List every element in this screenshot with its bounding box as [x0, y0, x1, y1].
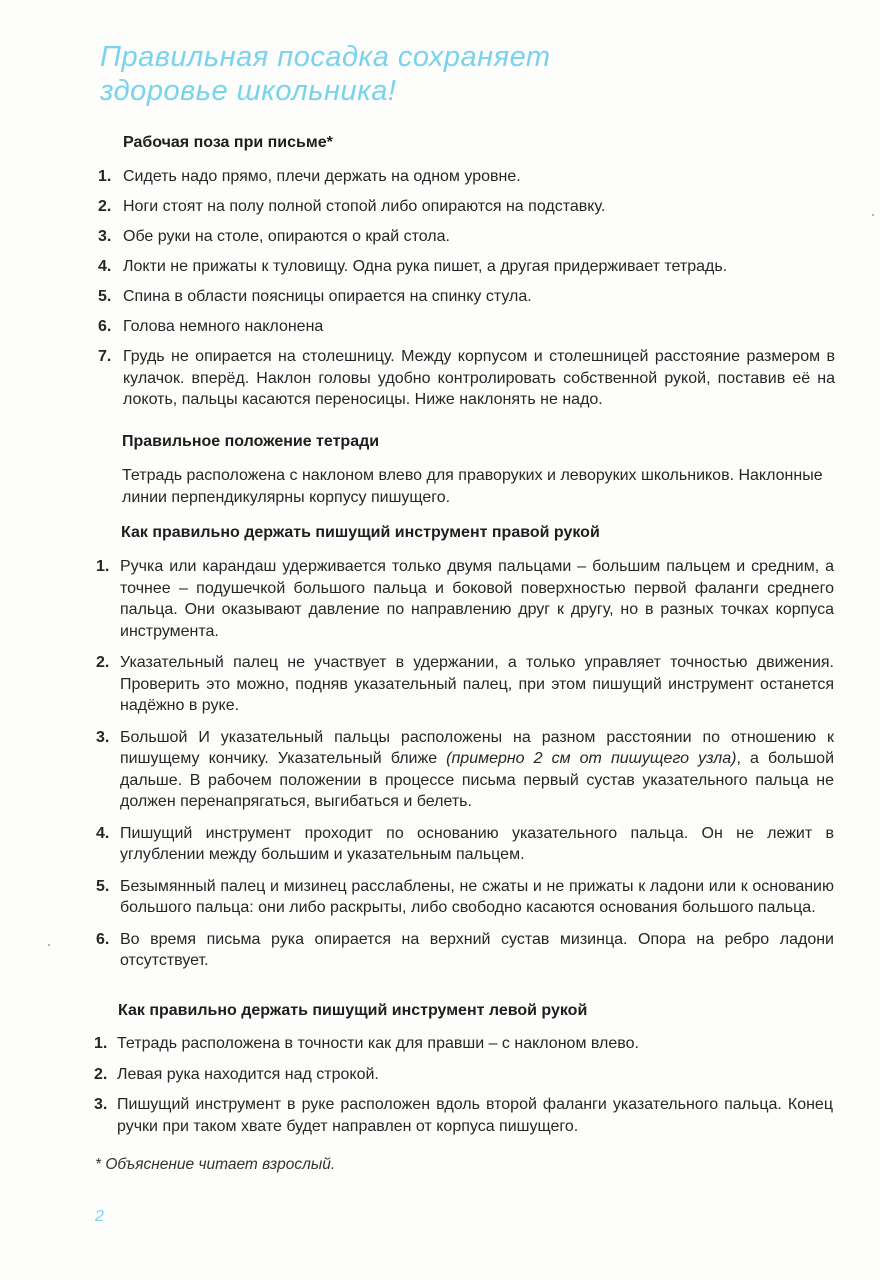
list-item [96, 876, 834, 919]
page-title [100, 40, 720, 108]
list-text: Обе руки на столе, опираются о край стола. [123, 228, 450, 245]
list-text: Грудь не опирается на столешницу. Между корпусом и столешницей расстояние размером в кулачок. вперёд. Наклон головы удобно контролировать собственной рукой, поставив её на локоть, пальцы касаются переносицы. Ниже наклонять не надо. [123, 348, 835, 408]
list-number: 1. [94, 1035, 108, 1052]
list-item [98, 256, 835, 278]
list-text: Во время письма рука опирается на верхний сустав мизинца. Опора на ребро ладони отсутствует. [120, 930, 834, 969]
section-heading-posture: Рабочая поза при письме* [123, 134, 333, 151]
list-item [98, 226, 835, 248]
list-item [96, 727, 835, 813]
list-item [96, 652, 834, 717]
list-text-italic: (примерно 2 см от пишущего узла) [446, 750, 737, 767]
list-number: 5. [98, 288, 112, 305]
list-item [94, 1064, 833, 1086]
list-item [98, 286, 835, 308]
list-text: Спина в области поясницы опирается на спинку стула. [123, 288, 532, 305]
list-item [98, 166, 835, 188]
page-number: 2 [95, 1208, 104, 1225]
list-number: 1. [96, 558, 110, 575]
section-heading-right-hand: Как правильно держать пишущий инструмент правой рукой [121, 524, 600, 541]
list-text: Тетрадь расположена в точности как для правши – с наклоном влево. [117, 1035, 639, 1052]
list-text: Большой И указательный пальцы расположены на разном расстоянии по отношению к пишущему кончику. Указательный ближе [120, 728, 834, 767]
list-item [96, 556, 834, 642]
list-number: 6. [96, 930, 110, 948]
list-text: Указательный палец не участвует в удержании, а только управляет точностью движения. Проверить это можно, подняв указательный палец, при этом пишущий инструмент останется надёжно в руке. [120, 654, 834, 714]
list-item [98, 346, 835, 411]
section-heading-notebook: Правильное положение тетради [122, 433, 380, 450]
scan-speck [872, 214, 874, 216]
list-number: 2. [96, 654, 110, 671]
list-number: 4. [98, 258, 112, 275]
list-text: Пишущий инструмент проходит по основанию указательного пальца. Он не лежит в углублении между большим и указательным пальцем. [120, 824, 834, 863]
section-heading-left-hand: Как правильно держать пишущий инструмент левой рукой [118, 1002, 588, 1019]
footnote: * Объяснение читает взрослый. [95, 1156, 336, 1173]
list-text: Пишущий инструмент в руке расположен вдоль второй фаланги указательного пальца. Конец ручки при таком хвате будет направлен от корпуса пишущего. [117, 1096, 833, 1135]
list-item [94, 1094, 833, 1137]
list-text: Левая рука находится над строкой. [117, 1065, 379, 1083]
list-number: 6. [98, 318, 112, 335]
list-text: , а большой дальше. В рабочем положении в процессе письма первый сустав указательного пальца не должен перенапрягаться, выгибаться и белеть. [120, 750, 835, 810]
right-hand-list [96, 556, 835, 972]
left-hand-list [94, 1033, 833, 1137]
list-item [98, 196, 835, 218]
notebook-paragraph: Тетрадь расположена с наклоном влево для праворуких и леворуких школьников. Наклонные линии перпендикулярны корпусу пишущего. [122, 467, 823, 506]
list-number: 3. [98, 228, 112, 245]
page-title-line-1: Правильная посадка сохраняет [100, 41, 551, 73]
list-number: 3. [96, 728, 110, 746]
list-number: 5. [96, 877, 110, 895]
list-number: 2. [98, 198, 112, 215]
list-number: 3. [94, 1096, 108, 1113]
list-number: 7. [98, 348, 112, 365]
list-text: Ноги стоят на полу полной стопой либо опираются на подставку. [123, 198, 606, 215]
list-text: Локти не прижаты к туловищу. Одна рука пишет, а другая придерживает тетрадь. [123, 258, 728, 275]
list-text: Ручка или карандаш удерживается только двумя пальцами – большим пальцем и средним, а точнее – подушечкой большого пальца и боковой поверхностью первой фаланги среднего пальца. Они оказывают давление по направлению друг к другу, но в разных точках корпуса инструмента. [120, 558, 834, 640]
posture-list [98, 166, 835, 411]
list-text: Голова немного наклонена [123, 318, 324, 335]
list-item [96, 929, 834, 972]
list-text: Сидеть надо прямо, плечи держать на одном уровне. [123, 168, 521, 185]
list-number: 1. [98, 168, 112, 185]
list-item [96, 823, 834, 866]
list-item [94, 1033, 833, 1055]
list-text: Безымянный палец и мизинец расслаблены, не сжаты и не прижаты к ладони или к основанию большого пальца: они либо раскрыты, либо свободно касаются основания большого пальца. [120, 877, 834, 916]
list-number: 2. [94, 1065, 108, 1083]
list-number: 4. [96, 824, 110, 842]
scan-speck [48, 944, 50, 946]
list-item [98, 316, 835, 338]
page-title-line-2: здоровье школьника! [100, 75, 397, 107]
